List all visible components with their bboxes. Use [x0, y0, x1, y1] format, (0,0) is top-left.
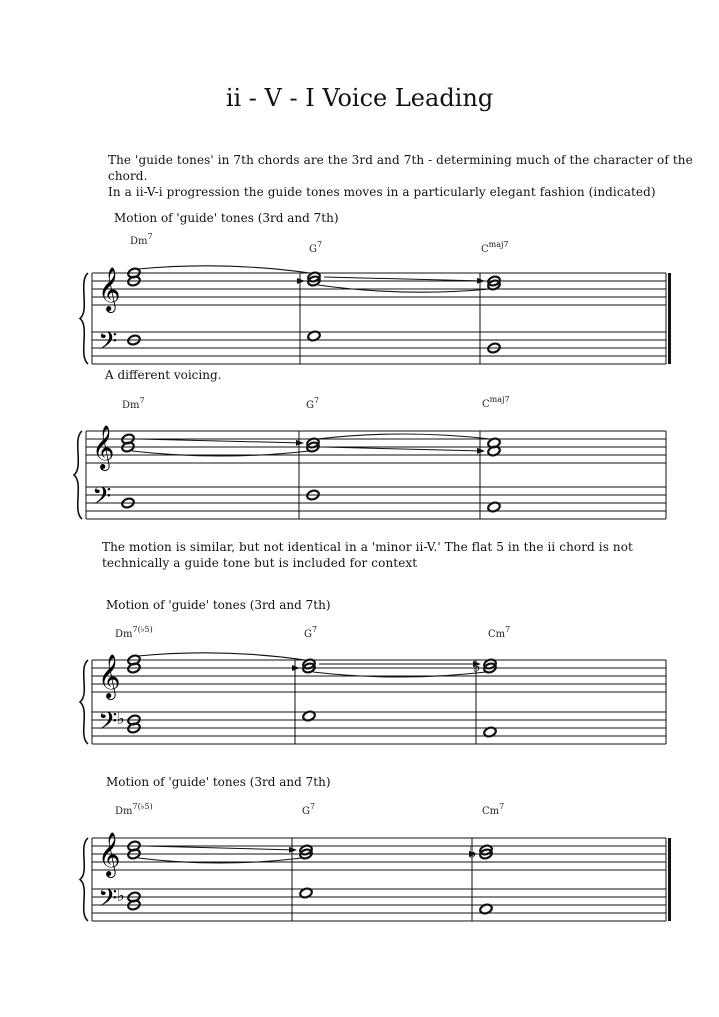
- chord-root: C: [482, 399, 490, 410]
- guide-tone-arrow: [138, 439, 303, 443]
- flat-sign-icon: ♭: [469, 843, 477, 862]
- flat-sign-icon: ♭: [117, 709, 125, 728]
- chord-quality: 7: [505, 625, 511, 634]
- chord-symbol: [482, 802, 504, 817]
- bass-clef-icon: 𝄢: [92, 482, 112, 517]
- intro-line-2: In a ii-V-i progression the guide tones moves in a particularly elegant fashion (indicated): [108, 185, 656, 199]
- guide-tone-arrow: [323, 447, 484, 451]
- chord-quality: 7: [499, 802, 505, 811]
- brace-icon: [80, 660, 88, 744]
- treble-clef-icon: 𝄞: [92, 425, 115, 469]
- chord-quality: 7: [147, 232, 153, 241]
- system-3: [80, 625, 666, 744]
- system-1-caption: Motion of 'guide' tones (3rd and 7th): [114, 211, 339, 225]
- chord-root: Dm: [115, 806, 133, 817]
- guide-tone-arrow: [324, 277, 484, 281]
- minor-line-1: The motion is similar, but not identical in a 'minor ii-V.' The flat 5 in the ii chord is not: [102, 540, 633, 554]
- bass-clef-icon: 𝄢: [98, 884, 118, 919]
- brace-icon: [80, 273, 88, 364]
- chord-root: Cm: [482, 806, 500, 817]
- brace-icon: [74, 431, 82, 519]
- chord-quality: 7(♭5): [132, 625, 153, 634]
- chord-root: Dm: [122, 400, 140, 411]
- system-1: [80, 232, 671, 364]
- treble-clef-icon: 𝄞: [98, 832, 121, 876]
- chord-symbol: [115, 625, 153, 640]
- chord-root: Dm: [130, 236, 148, 247]
- chord-quality: 7: [310, 802, 316, 811]
- chord-symbol: [122, 396, 145, 411]
- chord-root: C: [481, 244, 489, 255]
- chord-symbol: [309, 240, 322, 255]
- system-3-caption: Motion of 'guide' tones (3rd and 7th): [106, 598, 331, 612]
- system-2-caption: A different voicing.: [105, 368, 222, 382]
- chord-root: G: [302, 806, 310, 817]
- chord-quality: maj7: [488, 240, 509, 249]
- chord-root: G: [304, 629, 312, 640]
- chord-quality: 7: [317, 240, 323, 249]
- chord-quality: maj7: [489, 395, 510, 404]
- chord-symbol: [304, 625, 317, 640]
- flat-sign-icon: ♭: [117, 886, 125, 905]
- chord-root: G: [306, 400, 314, 411]
- system-4-caption: Motion of 'guide' tones (3rd and 7th): [106, 775, 331, 789]
- bass-clef-icon: 𝄢: [98, 707, 118, 742]
- chord-symbol: [481, 240, 509, 255]
- chord-symbol: [306, 396, 319, 411]
- system-2: [74, 395, 666, 519]
- guide-tone-slur: [138, 266, 310, 273]
- flat-sign-icon: ♭: [473, 657, 481, 676]
- chord-root: Cm: [488, 629, 506, 640]
- chord-symbol: [302, 802, 315, 817]
- treble-clef-icon: 𝄞: [98, 654, 121, 698]
- treble-clef-icon: 𝄞: [98, 267, 121, 311]
- chord-symbol: [115, 802, 153, 817]
- page-title: ii - V - I Voice Leading: [225, 84, 494, 112]
- chord-quality: 7: [139, 396, 145, 405]
- guide-tone-slur: [138, 653, 305, 660]
- guide-tone-arrow: [144, 846, 296, 850]
- chord-quality: 7: [314, 396, 320, 405]
- chord-root: Dm: [115, 629, 133, 640]
- chord-quality: 7: [312, 625, 318, 634]
- chord-symbol: [130, 232, 153, 247]
- chord-symbol: [488, 625, 510, 640]
- minor-line-2: technically a guide tone but is included for context: [102, 556, 418, 570]
- chord-symbol: [482, 395, 510, 410]
- system-4: [80, 802, 671, 921]
- final-barline: [668, 838, 671, 921]
- chord-root: G: [309, 244, 317, 255]
- guide-tone-slur: [317, 434, 490, 439]
- final-barline: [668, 273, 671, 364]
- intro-line-1: The 'guide tones' in 7th chords are the 3rd and 7th - determining much of the character of the chord.: [108, 153, 693, 183]
- bass-clef-icon: 𝄢: [98, 327, 118, 362]
- chord-quality: 7(♭5): [132, 802, 153, 811]
- brace-icon: [80, 838, 88, 921]
